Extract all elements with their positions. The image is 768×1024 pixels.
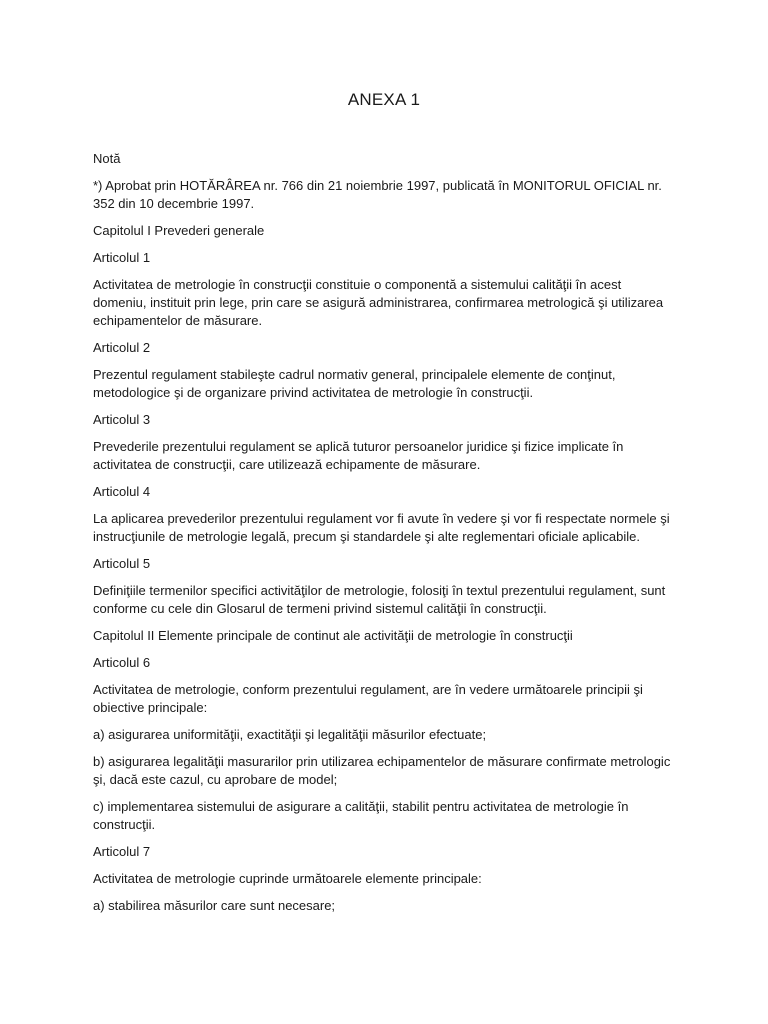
footnote-text: *) Aprobat prin HOTĂRÂREA nr. 766 din 21 noiembrie 1997, publicată în MONITORUL OFICIAL nr. 352 din 10 decembrie 1997. — [93, 178, 662, 211]
article-heading: Articolul 7 — [93, 844, 151, 859]
article-text: Prezentul regulament stabileşte cadrul normativ general, principalele elemente de conţinut, metodologice şi de organizare privind activitatea de metrologie în construcţii. — [93, 367, 616, 400]
list-item: a) stabilirea măsurilor care sunt necesare; — [93, 898, 336, 913]
list-item: c) implementarea sistemului de asigurare a calităţii, stabilit pentru activitatea de metrologie în construcţii. — [93, 799, 629, 832]
article-text: Activitatea de metrologie, conform prezentului regulament, are în vedere următoarele principii şi obiective principale: — [93, 682, 643, 715]
chapter-heading: Capitolul II Elemente principale de continut ale activităţii de metrologie în construcţii — [93, 628, 573, 643]
article-text: Prevederile prezentului regulament se aplică tuturor persoanelor juridice şi fizice implicate în activitatea de construcţii, care utilizează echipamente de măsurare. — [93, 439, 624, 472]
article-text: Activitatea de metrologie cuprinde următoarele elemente principale: — [93, 871, 482, 886]
list-item: b) asigurarea legalităţii masurarilor prin utilizarea echipamentelor de măsurare confirmate metrologic şi, dacă este cazul, cu aprobare de model; — [93, 754, 671, 787]
article-text: La aplicarea prevederilor prezentului regulament vor fi avute în vedere şi vor fi respectate normele şi instrucţiunile de metrologie legală, precum şi standardele şi alte reglementari oficiale aplicabile. — [93, 511, 670, 544]
article-text: Activitatea de metrologie în construcţii constituie o componentă a sistemului calităţii în acest domeniu, instituit prin lege, prin care se asigură administrarea, confirmarea metrologică şi utilizarea echipamentelor de măsurare. — [93, 277, 664, 328]
document-title: ANEXA 1 — [347, 90, 421, 109]
article-heading: Articolul 3 — [93, 412, 151, 427]
heading-nota: Notă — [93, 151, 121, 166]
list-item: a) asigurarea uniformităţii, exactităţii şi legalităţii măsurilor efectuate; — [93, 727, 487, 742]
article-heading: Articolul 2 — [93, 340, 151, 355]
chapter-heading: Capitolul I Prevederi generale — [93, 223, 265, 238]
article-heading: Articolul 5 — [93, 556, 151, 571]
article-heading: Articolul 1 — [93, 250, 151, 265]
article-text: Definiţiile termenilor specifici activităţilor de metrologie, folosiţi în textul prezentului regulament, sunt conforme cu cele din Glosarul de termeni privind sistemul calităţii în construcţii. — [93, 583, 666, 616]
article-heading: Articolul 6 — [93, 655, 151, 670]
document-body — [93, 150, 678, 924]
article-heading: Articolul 4 — [93, 484, 151, 499]
